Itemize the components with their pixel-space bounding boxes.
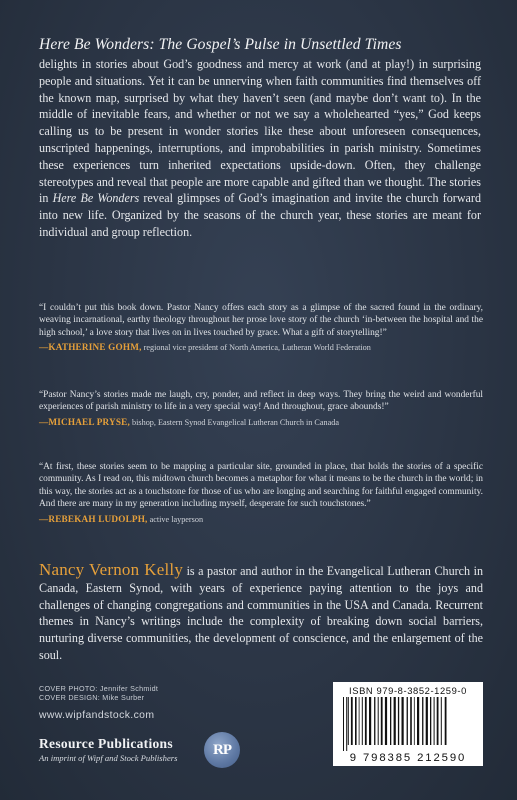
publisher-website: www.wipfandstock.com: [39, 710, 155, 721]
blurb-text-part-2: reveal glimpses of God’s imagination and invite the church forward into new life. Organized by the seasons of the church year, these stories are meant for individual and group reflection.: [39, 191, 481, 239]
publisher-logo-icon: RP: [204, 732, 240, 768]
endorser-role: regional vice president of North America, Lutheran World Federation: [143, 343, 371, 353]
blurb-text-part-1: delights in stories about God’s goodness and mercy at work (and at play!) in surprising people and situations. Yet it can be unnerving when faith communities find themselves off the known map, surprised by what they haven’t seen (and maybe don’t want to). In the middle of inevitable fears, and whether or not we say a wholehearted “yes,” God keeps calling us to be present in wonder stories like these about unforeseen consequences, unscripted happenings, interruptions, and improbabilities in parish ministry. Sometimes these experiences turn inherited expectations upside-down. Often, they challenge stereotypes and reveal that people are more capable and gifted than we thought. The stories in: [39, 57, 481, 206]
publisher-block: [39, 736, 177, 763]
endorsement-1: [39, 302, 483, 355]
book-title: Here Be Wonders: The Gospel’s Pulse in Unsettled Times: [39, 36, 402, 53]
endorser-name: —REBEKAH LUDOLPH,: [39, 513, 148, 524]
endorsement-attribution: [39, 341, 483, 354]
endorsement-quote: “At first, these stories seem to be mapping a particular site, grounded in place, that holds the stories of a specific community. As I read on, this midtown church becomes a metaphor for what it means to be the church in the world; in this way, the stories act as a touchstone for those of us who are longing and searching for faithful engaged community. And there are many in my generation including myself, desperate for such touchstones.”: [39, 462, 483, 510]
barcode-digits: 9 798385 212590: [349, 752, 467, 764]
endorsement-quote: “Pastor Nancy’s stories made me laugh, cry, ponder, and reflect in deep ways. They bring the weird and wonderful experiences of parish ministry to life in a very special way! And throughout, grace abounds!”: [39, 390, 483, 413]
isbn-barcode: [333, 682, 483, 766]
cover-credits: [39, 684, 158, 702]
cover-photo-credit: COVER PHOTO: Jennifer Schmidt: [39, 684, 159, 693]
author-name: Nancy Vernon Kelly: [39, 560, 184, 579]
endorser-role: bishop, Eastern Synod Evangelical Lutheran Church in Canada: [132, 417, 339, 427]
endorsement-attribution: [39, 416, 483, 429]
book-blurb: [39, 56, 481, 241]
barcode-bars: [341, 697, 475, 751]
author-bio-text: is a pastor and author in the Evangelical Lutheran Church in Canada, Eastern Synod, with years of experience paying attention to the joys and challenges of changing congregations and communities in the USA and Canada. Recurrent themes in Nancy’s writings include the complexity of breaking down social barriers, nurturing diverse communities, the development of conscience, and the enlargement of the soul.: [39, 564, 484, 662]
endorsement-2: [39, 389, 483, 429]
endorser-role: active layperson: [149, 514, 204, 524]
endorser-name: —MICHAEL PRYSE,: [39, 416, 130, 427]
isbn-label: ISBN 979-8-3852-1259-0: [349, 685, 467, 696]
author-bio: [39, 562, 483, 664]
endorsement-3: [39, 461, 483, 526]
publisher-imprint: An imprint of Wipf and Stock Publishers: [39, 753, 178, 763]
cover-design-credit: COVER DESIGN: Mike Surber: [39, 693, 145, 703]
endorsement-quote: “I couldn’t put this book down. Pastor Nancy offers each story as a glimpse of the sacred found in the ordinary, weaving incarnational, earthy theology throughout her prose love story of the church ‘in-between the hospital and the high school,’ a love story that lives on in lives touched by grace. What a gift of storytelling!”: [39, 303, 483, 338]
endorser-name: —KATHERINE GOHM,: [39, 342, 142, 353]
publisher-name: Resource Publications: [39, 736, 173, 751]
blurb-title-reference: Here Be Wonders: [52, 191, 140, 206]
endorsement-attribution: [39, 513, 483, 526]
